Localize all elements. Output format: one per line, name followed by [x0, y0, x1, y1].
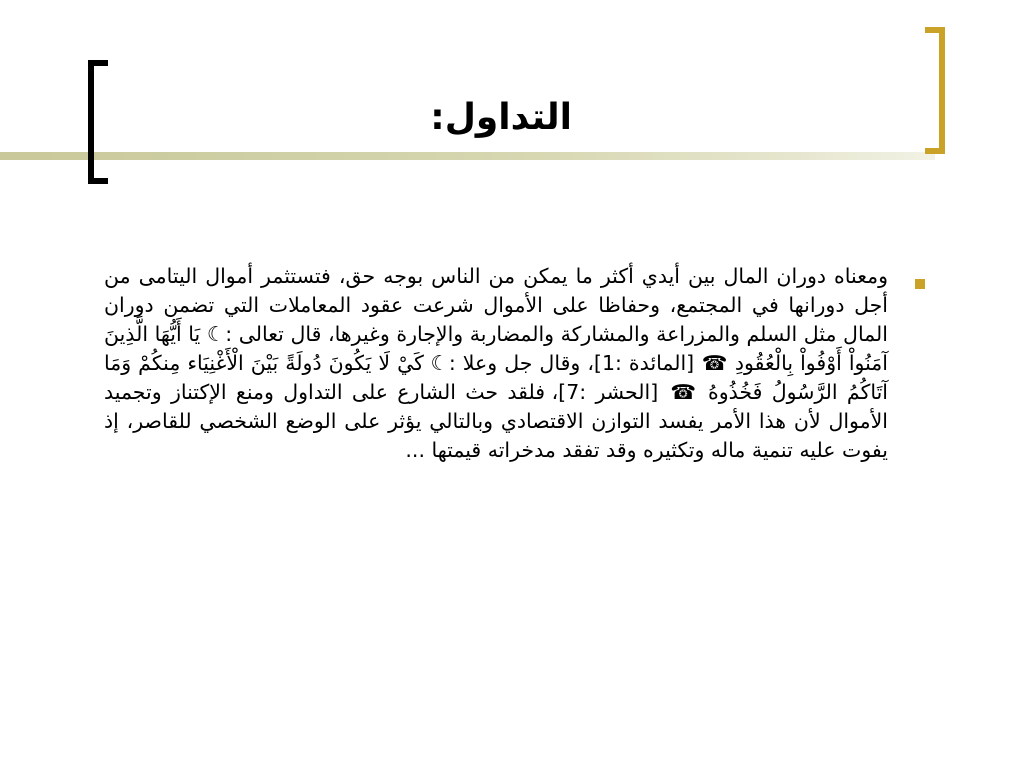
slide-title: التداول: [430, 97, 572, 138]
quran-verse-2: كَيْ لَا يَكُونَ دُولَةً بَيْنَ الْأَغْنِيَاء مِنكُمْ وَمَا آتَاكُمُ الرَّسُولُ فَخُذُوهُ [104, 351, 888, 404]
moon-glyph-icon: ☾ [430, 351, 449, 375]
verse-reference-2: [الحشر :7]، فلقد حث الشارع على التداول ومنع الإكتناز وتجميد الأموال لأن هذا الأمر يفسد التوازن الاقتصادي وبالتالي يؤثر على الوضع الشخصي للقاصر، إذ يفوت عليه تنمية ماله وتكثيره وقد تفقد مدخراته قيمتها ... [104, 380, 888, 462]
left-bracket-decoration [88, 60, 108, 184]
right-bracket-decoration [925, 27, 945, 154]
body-paragraph [104, 262, 888, 465]
body-text-part-1: ومعناه دوران المال بين أيدي أكثر ما يمكن من الناس بوجه حق، فتستثمر أموال اليتامى من أجل دورانها في المجتمع، وحفاظا على الأموال شرعت عقود المعاملات التي تضمن دوران المال مثل السلم والمزراعة والمشاركة والمضاربة والإجارة وغيرها، قال تعالى : [104, 264, 888, 346]
verse-reference-1: [المائدة :1]، وقال جل وعلا : [448, 351, 702, 375]
phone-icon: ☎ [667, 380, 699, 404]
square-bullet-icon [915, 279, 925, 289]
title-divider [0, 152, 935, 160]
quran-verse-1: يَا أَيُّهَا الَّذِينَ آمَنُواْ أَوْفُواْ بِالْعُقُودِ [104, 322, 888, 375]
moon-glyph-icon: ☾ [206, 322, 226, 346]
phone-icon: ☎ [701, 351, 728, 375]
